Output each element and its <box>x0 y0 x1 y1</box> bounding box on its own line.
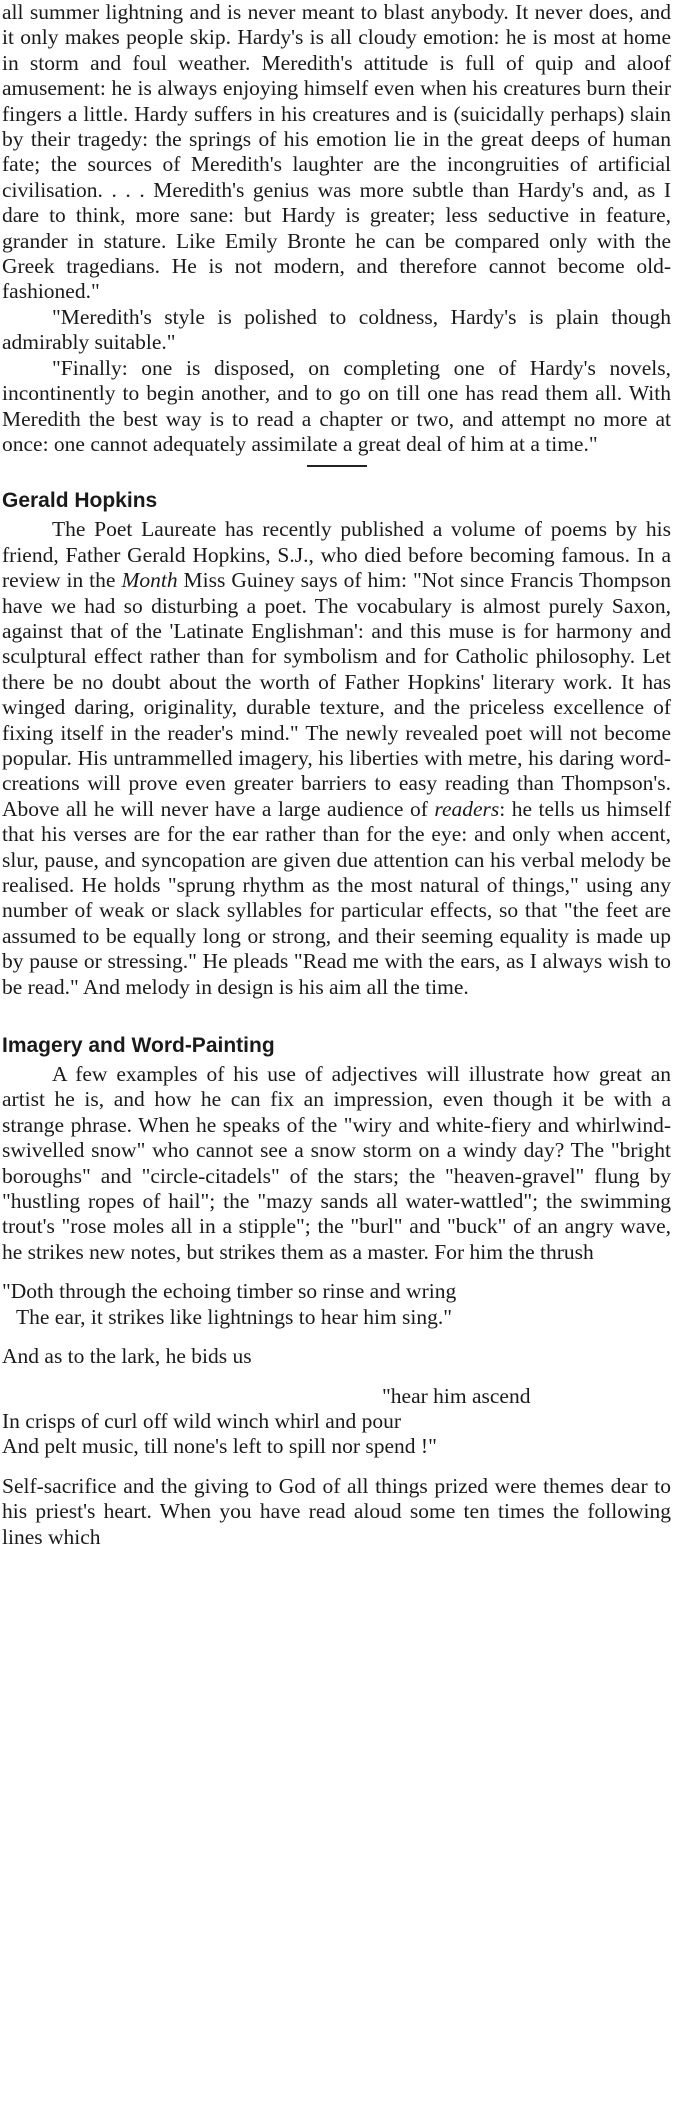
section-heading-gerald-hopkins: Gerald Hopkins <box>2 489 158 513</box>
thrush-verse <box>2 1279 671 1330</box>
lark-verse <box>2 1384 671 1460</box>
readers-word: readers <box>434 796 500 821</box>
verse-line: "hear him ascend <box>382 1383 531 1408</box>
verse-line: The ear, it strikes like lightnings to hear him sing." <box>16 1304 453 1329</box>
hopkins-text-c: : he tells us himself that his verses are for the ear rather than for the eye: and only when accent, slur, pause, and syncopation are given due attention can his verbal melody be realised. He holds "sprung rhythm as the most natural of things," using any number of weak or slack syllables for particular effects, so that "the feet are assumed to be equally long or strong, and their seeming equality is made up by pause or stressing." He pleads "Read me with the ears, as I always wish to be read." And melody in design is his aim all the time. <box>2 796 671 999</box>
section-divider <box>307 465 367 467</box>
section-heading-imagery: Imagery and Word-Painting <box>2 1034 275 1058</box>
hopkins-text-b: Miss Guiney says of him: "Not since Francis Thompson have we had so disturbing a poet. The vocabulary is almost purely Saxon, against that of the 'Latinate Englishman': and this muse is for harmony and sculptural effect rather than for symbolism and for Catholic philosophy. Let there be no doubt about the worth of Father Hopkins' literary work. It has winged daring, originality, durable texture, and the priceless excellence of fixing itself in the reader's mind." The newly revealed poet will not become popular. His untrammelled imagery, his liberties with metre, his daring word-creations will prove even greater barriers to easy reading than Thompson's. Above all he will never have a large audience of <box>2 568 671 821</box>
imagery-paragraph: A few examples of his use of adjectives will illustrate how great an artist he is, and how he can fix an impression, even though it be with a strange phrase. When he speaks of the "wiry and white-fiery and whirlwind-swivelled snow" who cannot see a snow storm on a windy day? The "bright boroughs" and "circle-citadels" of the stars; the "heaven-gravel" flung by "hustling ropes of hail"; the "mazy sands all water-wattled"; the swimming trout's "rose moles all in a stipple"; the "burl" and "buck" of an angry wave, he strikes new notes, but strikes them as a master. For him the thrush <box>2 1062 671 1264</box>
hopkins-text-a: The Poet Laureate has recently published a volume of poems by his friend, Father Gerald Hopkins, S.J., who died before becoming famous. In a review in the <box>2 517 671 593</box>
verse-line: "Doth through the echoing timber so rinse and wring <box>2 1279 457 1304</box>
hopkins-paragraph <box>2 517 671 1000</box>
meredith-style-paragraph: "Meredith's style is polished to coldness, Hardy's is plain though admirably suitable." <box>2 304 671 355</box>
finally-paragraph: "Finally: one is disposed, on completing one of Hardy's novels, incontinently to begin another, and to go on till one has read them all. With Meredith the best way is to read a chapter or two, and attempt no more at once: one cannot adequately assimilate a great deal of him at a time." <box>2 355 671 456</box>
intro-paragraph: all summer lightning and is never meant to blast anybody. It never does, and it only makes people skip. Hardy's is all cloudy emotion: he is most at home in storm and foul weather. Meredith's attitude is full of quip and aloof amusement: he is always enjoying himself even when his creatures burn their fingers a little. Hardy suffers in his creatures and is (suicidally perhaps) slain by their tragedy: the springs of his emotion lie in the great deeps of human fate; the sources of Meredith's laughter are the incongruities of artificial civilisation. . . . Meredith's genius was more subtle than Hardy's and, as I dare to think, more sane: but Hardy is greater; less seductive in feature, grander in stature. Like Emily Bronte he can be compared only with the Greek tragedians. He is not modern, and therefore cannot become old-fashioned." <box>2 0 671 304</box>
verse-line: And pelt music, till none's left to spill nor spend !" <box>2 1434 437 1459</box>
month-title: Month <box>121 568 178 593</box>
self-sacrifice-paragraph: Self-sacrifice and the giving to God of all things prized were themes dear to his priest's heart. When you have read aloud some ten times the following lines which <box>2 1473 671 1549</box>
lark-intro: And as to the lark, he bids us <box>2 1344 252 1369</box>
verse-line: In crisps of curl off wild winch whirl and pour <box>2 1408 402 1433</box>
